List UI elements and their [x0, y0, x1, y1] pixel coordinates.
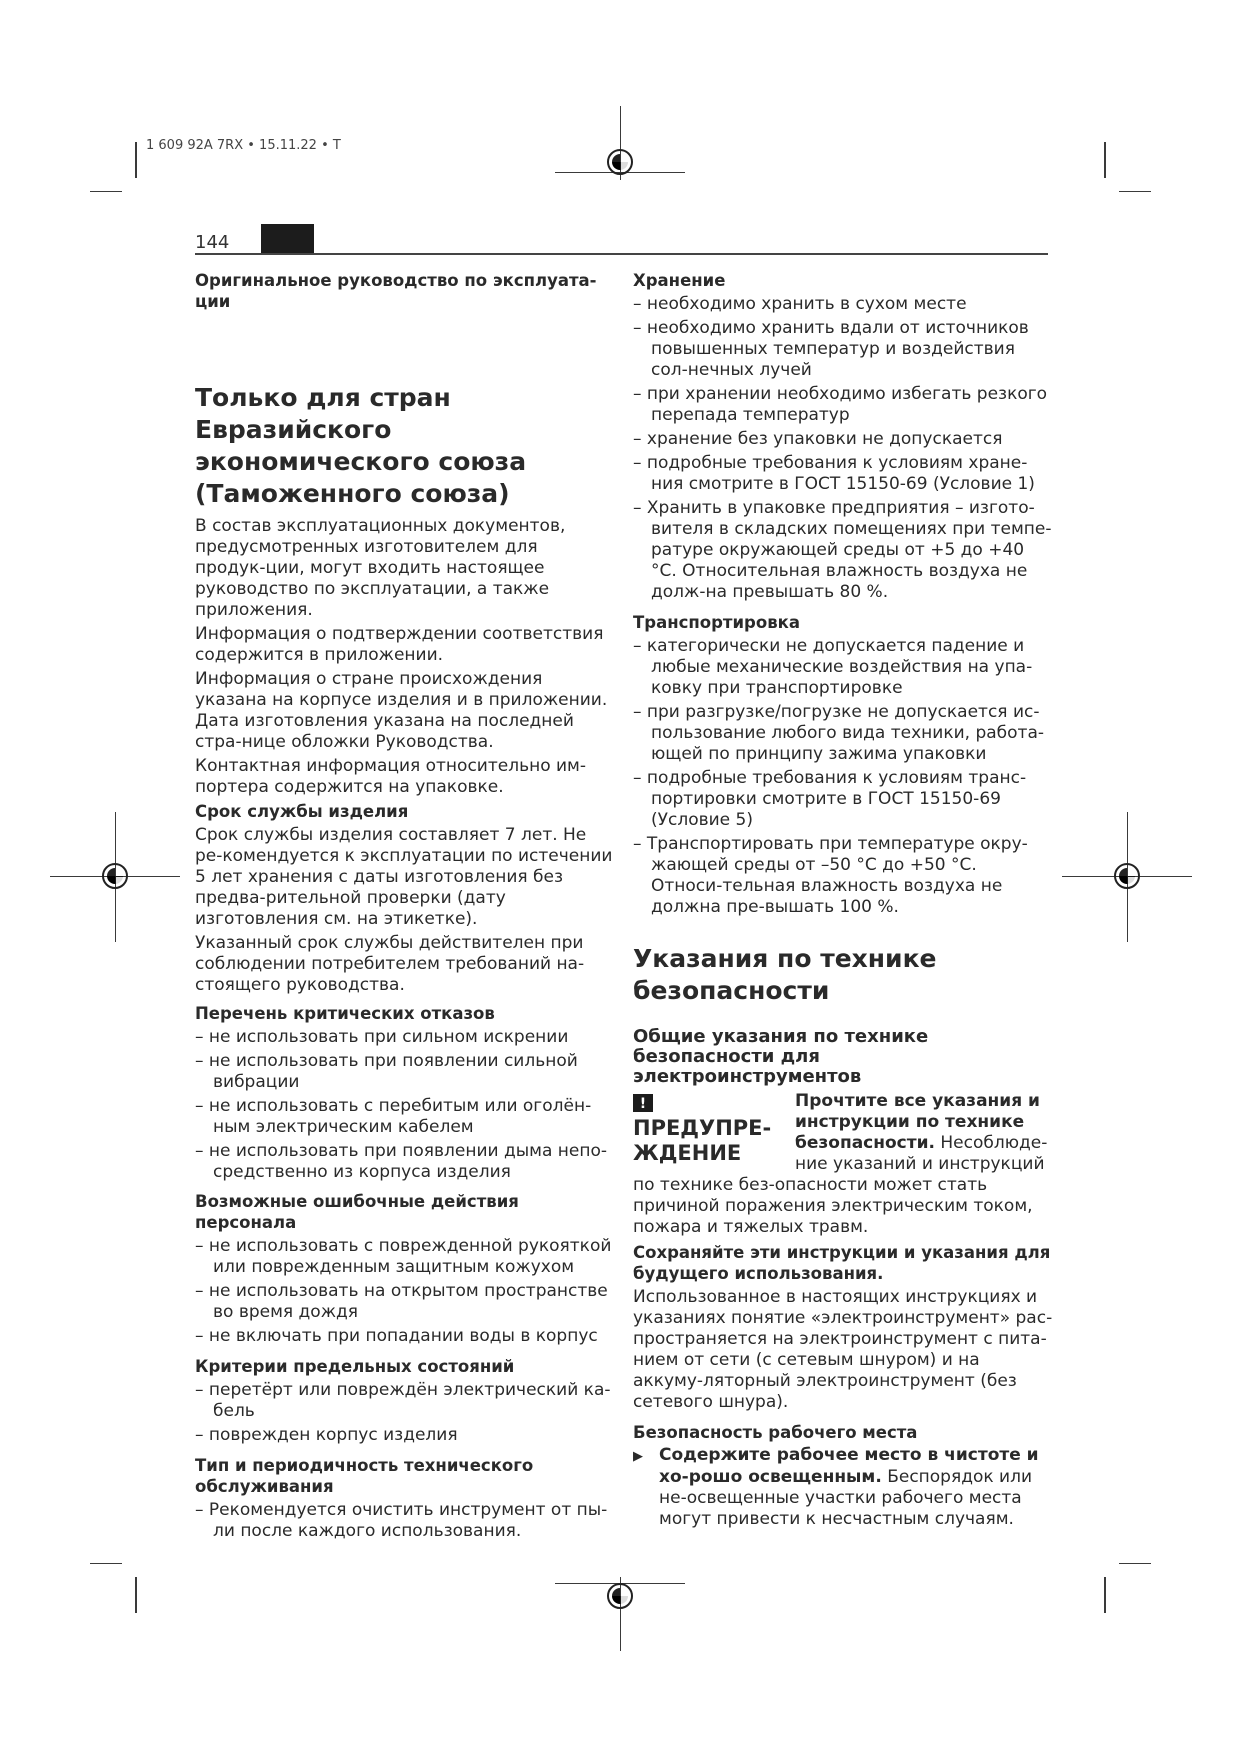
page-tab — [261, 224, 314, 254]
crop-mark — [135, 142, 137, 178]
list-item: – Рекомендуется очистить инструмент от пы-ли после каждого использования. — [195, 1500, 613, 1542]
warning-text: Несоблюде-ние указаний и инструкций по технике без-опасности может стать причиной поражения электрическим током, пожара и тяжелых травм. — [633, 1133, 1048, 1237]
list-item: – не использовать при появлении дыма непо-средственно из корпуса изделия — [195, 1141, 613, 1183]
bullet-item — [633, 1445, 1053, 1530]
paragraph: Информация о стране происхождения указана на корпусе изделия и в приложении. — [195, 669, 608, 710]
list-item: – подробные требования к условиям транс-портировки смотрите в ГОСТ 15150-69 (Условие 5) — [633, 768, 1053, 831]
errors-title: Возможные ошибочные действия персонала — [195, 1192, 519, 1232]
crop-mark — [90, 191, 122, 192]
list-item: – не включать при попадании воды в корпус — [195, 1326, 613, 1347]
list-item: – поврежден корпус изделия — [195, 1425, 613, 1446]
list-item: – перетёрт или повреждён электрический ка-бель — [195, 1380, 613, 1422]
header-rule — [195, 253, 1048, 255]
critical-title: Перечень критических отказов — [195, 1004, 495, 1023]
list-item: – необходимо хранить в сухом месте — [633, 294, 1053, 315]
maint-title: Тип и периодичность технического обслуживания — [195, 1456, 534, 1496]
transport-title: Транспортировка — [633, 613, 800, 632]
list-item: – при хранении необходимо избегать резкого перепада температур — [633, 384, 1053, 426]
general-title: Общие указания по технике безопасности для электроинструментов — [633, 1026, 929, 1087]
crop-mark — [1104, 142, 1106, 178]
list-item: – не использовать при появлении сильной вибрации — [195, 1051, 613, 1093]
section-title: Только для стран Евразийского экономического союза (Таможенного союза) — [195, 383, 527, 508]
crop-mark — [135, 1577, 137, 1613]
registration-mark-icon — [607, 1583, 633, 1609]
registration-mark-icon — [102, 863, 128, 889]
list-item: – Транспортировать при температуре окру-жающей среды от –50 °C до +50 °C. Относи-тельная влажность воздуха не должна пре-вышать 100 %. — [633, 834, 1053, 918]
list-item: – не использовать на открытом пространстве во время дождя — [195, 1281, 613, 1323]
crop-mark — [1119, 191, 1151, 192]
paragraph: В состав эксплуатационных документов, предусмотренных изготовителем для продук-ции, могут входить настоящее руководство по эксплуатации, а также приложения. — [195, 516, 566, 620]
list-item: – не использовать при сильном искрении — [195, 1027, 613, 1048]
crop-mark — [1119, 1563, 1151, 1564]
page-number: 144 — [195, 232, 230, 253]
list-item: – Хранить в упаковке предприятия – изгото-вителя в складских помещениях при темпе-ратуре окружающей среды от +5 до +40 °C. Относительная влажность воздуха не долж-на превышать 80 %. — [633, 498, 1053, 603]
doc-title: Оригинальное руководство по эксплуата-ции — [195, 271, 597, 311]
list-item: – категорически не допускается падение и любые механические воздействия на упа-ковку при транспортировке — [633, 636, 1053, 699]
list-item: – необходимо хранить вдали от источников повышенных температур и воздействия сол-нечных лучей — [633, 318, 1053, 381]
warning-label: !ПРЕДУПРЕ-ЖДЕНИЕ — [633, 1091, 791, 1166]
list-item: – не использовать с поврежденной рукояткой или поврежденным защитным кожухом — [195, 1236, 613, 1278]
paragraph: Контактная информация относительно им-портера содержится на упаковке. — [195, 756, 587, 797]
crop-mark — [1104, 1577, 1106, 1613]
keep-title: Сохраняйте эти инструкции и указания для будущего использования. — [633, 1243, 1051, 1283]
list-item: – хранение без упаковки не допускается — [633, 429, 1053, 450]
bullet-arrow-icon: ▶ — [633, 1449, 643, 1464]
warning-bold: Прочтите все указания и инструкции по технике безопасности. — [795, 1091, 1040, 1153]
print-slug: 1 609 92A 7RX • 15.11.22 • T — [146, 138, 341, 153]
safety-title: Указания по технике безопасности — [633, 944, 937, 1005]
registration-mark-icon — [1114, 863, 1140, 889]
paragraph: Информация о подтверждении соответствия содержится в приложении. — [195, 624, 604, 665]
list-item: – при разгрузке/погрузке не допускается ис-пользование любого вида техники, работа-ющей по принципу зажима упаковки — [633, 702, 1053, 765]
paragraph: Дата изготовления указана на последней стра-нице обложки Руководства. — [195, 711, 574, 752]
crop-mark — [90, 1563, 122, 1564]
paragraph: Указанный срок службы действителен при соблюдении потребителем требований на-стоящего руководства. — [195, 933, 585, 995]
warning-block — [633, 1091, 1053, 1238]
warning-icon — [633, 1094, 653, 1112]
storage-title: Хранение — [633, 271, 726, 290]
list-item: – подробные требования к условиям хране-ния смотрите в ГОСТ 15150-69 (Условие 1) — [633, 453, 1053, 495]
workplace-title: Безопасность рабочего места — [633, 1423, 918, 1442]
left-column — [195, 270, 613, 1545]
paragraph: Использованное в настоящих инструкциях и указаниях понятие «электроинструмент» рас-пространяется на электроинструмент с пита-нием от сети (с сетевым шнуром) и на аккуму-ляторный электроинструмент (без сетевого шнура). — [633, 1287, 1053, 1412]
limits-title: Критерии предельных состояний — [195, 1357, 515, 1376]
right-column — [633, 270, 1053, 1533]
workplace-text: Беспорядок или не-освещенные участки рабочего места могут привести к несчастным случаям. — [659, 1467, 1032, 1529]
service-life-title: Срок службы изделия — [195, 802, 409, 821]
registration-mark-icon — [607, 149, 633, 175]
workplace-bold: Содержите рабочее место в чистоте и хо-рошо освещенным. — [659, 1445, 1039, 1487]
list-item: – не использовать с перебитым или оголён-ным электрическим кабелем — [195, 1096, 613, 1138]
paragraph: Срок службы изделия составляет 7 лет. Не ре-комендуется к эксплуатации по истечении 5 лет хранения с даты изготовления без предва-рительной проверки (дату изготовления см. на этикетке). — [195, 825, 613, 929]
